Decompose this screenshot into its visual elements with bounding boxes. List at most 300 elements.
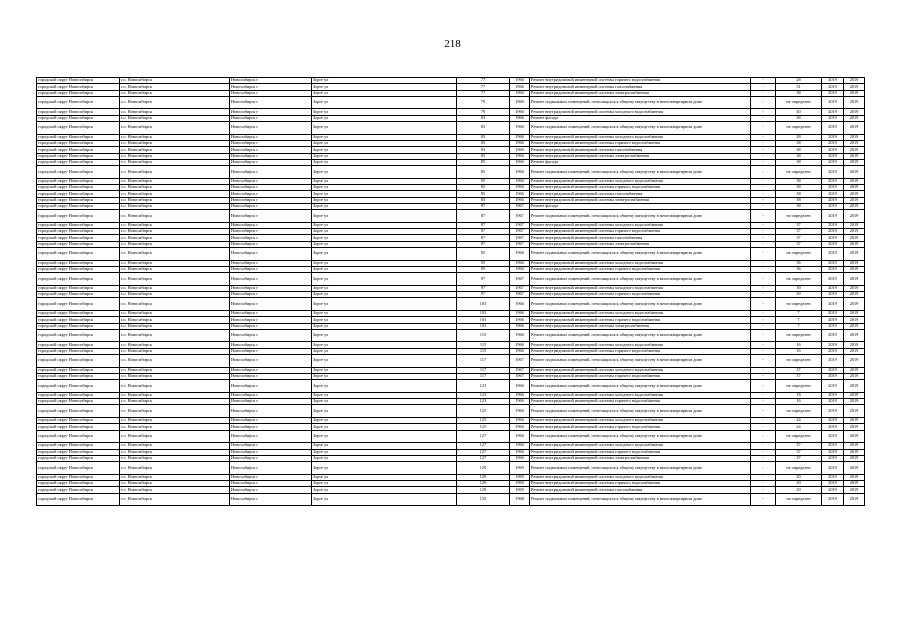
value-cell: не определен — [776, 405, 822, 418]
dash-cell: - — [751, 310, 776, 316]
street-cell: Зорге ул — [312, 292, 457, 298]
house-number-cell: 127 — [457, 449, 510, 455]
plan-year-end-cell: 2019 — [844, 399, 865, 405]
value-cell: 39 — [776, 292, 822, 298]
plan-year-end-cell: 2019 — [844, 367, 865, 373]
value-cell: 38 — [776, 185, 822, 191]
build-year-cell: 1966 — [510, 392, 530, 398]
settlement-cell: г.о. Новосибирск — [120, 191, 230, 197]
locality-cell: Новосибирск г — [230, 166, 312, 179]
locality-cell: Новосибирск г — [230, 373, 312, 379]
plan-year-end-cell: 2019 — [844, 430, 865, 443]
dash-cell: - — [751, 134, 776, 140]
work-type-cell: Ремонт внутридомовой инженерной системы холодного водоснабжения — [530, 367, 751, 373]
dash-cell: - — [751, 241, 776, 247]
work-type-cell: Ремонт внутридомовой инженерной системы холодного водоснабжения — [530, 260, 751, 266]
build-year-cell: 1966 — [510, 90, 530, 96]
dash-cell: - — [751, 462, 776, 475]
plan-year-end-cell: 2019 — [844, 134, 865, 140]
dash-cell: - — [751, 191, 776, 197]
dash-cell: - — [751, 443, 776, 449]
plan-year-end-cell: 2019 — [844, 197, 865, 203]
dash-cell: - — [751, 487, 776, 493]
work-type-cell: Ремонт подвальных помещений, относящихся к общему имуществу в многоквартирном доме — [530, 405, 751, 418]
street-cell: Зорге ул — [312, 373, 457, 379]
house-number-cell: 129 — [457, 481, 510, 487]
house-number-cell: 129 — [457, 474, 510, 480]
value-cell: 16 — [776, 392, 822, 398]
dash-cell: - — [751, 481, 776, 487]
settlement-cell: г.о. Новосибирск — [120, 310, 230, 316]
value-cell: не определен — [776, 210, 822, 223]
work-type-cell: Ремонт внутридомовой инженерной системы холодного водоснабжения — [530, 109, 751, 115]
street-cell: Зорге ул — [312, 392, 457, 398]
street-cell: Зорге ул — [312, 229, 457, 235]
street-cell: Зорге ул — [312, 178, 457, 184]
value-cell: 37 — [776, 449, 822, 455]
municipality-cell: городской округ Новосибирск — [37, 248, 120, 261]
plan-year-end-cell: 2019 — [844, 203, 865, 209]
build-year-cell: 1967 — [510, 210, 530, 223]
municipality-cell: городской округ Новосибирск — [37, 178, 120, 184]
work-type-cell: Ремонт подвальных помещений, относящихся к общему имуществу в многоквартирном доме — [530, 210, 751, 223]
house-number-cell: 83 — [457, 122, 510, 135]
value-cell: 16 — [776, 342, 822, 348]
plan-year-end-cell: 2019 — [844, 348, 865, 354]
work-type-cell: Ремонт подвальных помещений, относящихся к общему имуществу в многоквартирном доме — [530, 329, 751, 342]
build-year-cell: 1966 — [510, 159, 530, 165]
build-year-cell: 1966 — [510, 147, 530, 153]
plan-year-start-cell: 2019 — [822, 323, 844, 329]
work-type-cell: Ремонт фасада — [530, 115, 751, 121]
dash-cell: - — [751, 140, 776, 146]
plan-year-end-cell: 2019 — [844, 90, 865, 96]
house-number-cell: 83 — [457, 140, 510, 146]
settlement-cell: г.о. Новосибирск — [120, 455, 230, 461]
work-type-cell: Ремонт внутридомовой инженерной системы холодного водоснабжения — [530, 474, 751, 480]
plan-year-end-cell: 2019 — [844, 84, 865, 90]
build-year-cell: 1966 — [510, 122, 530, 135]
settlement-cell: г.о. Новосибирск — [120, 260, 230, 266]
work-type-cell: Ремонт внутридомовой инженерной системы горячего водоснабжения — [530, 348, 751, 354]
build-year-cell: 1966 — [510, 78, 530, 84]
work-type-cell: Ремонт внутридомовой инженерной системы горячего водоснабжения — [530, 481, 751, 487]
plan-year-start-cell: 2019 — [822, 487, 844, 493]
plan-year-start-cell: 2019 — [822, 90, 844, 96]
street-cell: Зорге ул — [312, 197, 457, 203]
plan-year-start-cell: 2019 — [822, 147, 844, 153]
street-cell: Зорге ул — [312, 355, 457, 368]
municipality-cell: городской округ Новосибирск — [37, 443, 120, 449]
plan-year-end-cell: 2019 — [844, 222, 865, 228]
street-cell: Зорге ул — [312, 260, 457, 266]
plan-year-end-cell: 2019 — [844, 266, 865, 272]
house-number-cell: 125 — [457, 424, 510, 430]
plan-year-start-cell: 2019 — [822, 248, 844, 261]
municipality-cell: городской округ Новосибирск — [37, 373, 120, 379]
plan-year-end-cell: 2019 — [844, 443, 865, 449]
street-cell: Зорге ул — [312, 487, 457, 493]
house-number-cell: 115 — [457, 329, 510, 342]
value-cell: не определен — [776, 430, 822, 443]
table-row — [37, 355, 865, 368]
build-year-cell: 1966 — [510, 134, 530, 140]
build-year-cell: 1967 — [510, 235, 530, 241]
value-cell: 37 — [776, 241, 822, 247]
locality-cell: Новосибирск г — [230, 481, 312, 487]
plan-year-start-cell: 2019 — [822, 229, 844, 235]
house-number-cell: 83 — [457, 115, 510, 121]
table-row — [37, 430, 865, 443]
street-cell: Зорге ул — [312, 380, 457, 393]
settlement-cell: г.о. Новосибирск — [120, 241, 230, 247]
settlement-cell: г.о. Новосибирск — [120, 443, 230, 449]
plan-year-end-cell: 2019 — [844, 329, 865, 342]
municipality-cell: городской округ Новосибирск — [37, 229, 120, 235]
build-year-cell: 1966 — [510, 455, 530, 461]
locality-cell: Новосибирск г — [230, 298, 312, 311]
plan-year-end-cell: 2019 — [844, 159, 865, 165]
municipality-cell: городской округ Новосибирск — [37, 380, 120, 393]
street-cell: Зорге ул — [312, 185, 457, 191]
locality-cell: Новосибирск г — [230, 487, 312, 493]
settlement-cell: г.о. Новосибирск — [120, 418, 230, 424]
plan-year-start-cell: 2019 — [822, 134, 844, 140]
locality-cell: Новосибирск г — [230, 317, 312, 323]
dash-cell: - — [751, 380, 776, 393]
build-year-cell: 1966 — [510, 380, 530, 393]
plan-year-start-cell: 2019 — [822, 329, 844, 342]
house-number-cell: 103 — [457, 310, 510, 316]
locality-cell: Новосибирск г — [230, 399, 312, 405]
house-number-cell: 79 — [457, 96, 510, 109]
settlement-cell: г.о. Новосибирск — [120, 373, 230, 379]
value-cell: не определен — [776, 96, 822, 109]
street-cell: Зорге ул — [312, 96, 457, 109]
dash-cell: - — [751, 292, 776, 298]
dash-cell: - — [751, 84, 776, 90]
work-type-cell: Ремонт подвальных помещений, относящихся к общему имуществу в многоквартирном доме — [530, 166, 751, 179]
house-number-cell: 123 — [457, 380, 510, 393]
street-cell: Зорге ул — [312, 84, 457, 90]
municipality-cell: городской округ Новосибирск — [37, 260, 120, 266]
plan-year-end-cell: 2019 — [844, 310, 865, 316]
house-number-cell: 85 — [457, 191, 510, 197]
municipality-cell: городской округ Новосибирск — [37, 418, 120, 424]
build-year-cell: 1969 — [510, 474, 530, 480]
settlement-cell: г.о. Новосибирск — [120, 430, 230, 443]
work-type-cell: Ремонт подвальных помещений, относящихся к общему имуществу в многоквартирном доме — [530, 493, 751, 506]
build-year-cell: 1967 — [510, 373, 530, 379]
work-type-cell: Ремонт внутридомовой инженерной системы горячего водоснабжения — [530, 317, 751, 323]
value-cell: 7 — [776, 317, 822, 323]
locality-cell: Новосибирск г — [230, 235, 312, 241]
municipality-cell: городской округ Новосибирск — [37, 222, 120, 228]
plan-year-start-cell: 2019 — [822, 122, 844, 135]
value-cell: 37 — [776, 235, 822, 241]
house-number-cell: 127 — [457, 430, 510, 443]
work-type-cell: Ремонт фасада — [530, 159, 751, 165]
settlement-cell: г.о. Новосибирск — [120, 229, 230, 235]
house-number-cell: 103 — [457, 317, 510, 323]
locality-cell: Новосибирск г — [230, 462, 312, 475]
value-cell: 20 — [776, 487, 822, 493]
value-cell: не определен — [776, 273, 822, 286]
settlement-cell: г.о. Новосибирск — [120, 367, 230, 373]
work-type-cell: Ремонт подвальных помещений, относящихся к общему имуществу в многоквартирном доме — [530, 248, 751, 261]
dash-cell: - — [751, 203, 776, 209]
locality-cell: Новосибирск г — [230, 222, 312, 228]
locality-cell: Новосибирск г — [230, 84, 312, 90]
build-year-cell: 1966 — [510, 317, 530, 323]
street-cell: Зорге ул — [312, 191, 457, 197]
value-cell: 37 — [776, 367, 822, 373]
house-number-cell: 95 — [457, 260, 510, 266]
dash-cell: - — [751, 474, 776, 480]
settlement-cell: г.о. Новосибирск — [120, 348, 230, 354]
street-cell: Зорге ул — [312, 115, 457, 121]
house-number-cell: 85 — [457, 159, 510, 165]
value-cell: не определен — [776, 122, 822, 135]
locality-cell: Новосибирск г — [230, 248, 312, 261]
value-cell: 38 — [776, 140, 822, 146]
street-cell: Зорге ул — [312, 159, 457, 165]
plan-year-end-cell: 2019 — [844, 373, 865, 379]
house-number-cell: 123 — [457, 392, 510, 398]
house-number-cell: 77 — [457, 78, 510, 84]
locality-cell: Новосибирск г — [230, 260, 312, 266]
settlement-cell: г.о. Новосибирск — [120, 235, 230, 241]
plan-year-end-cell: 2019 — [844, 418, 865, 424]
plan-year-start-cell: 2019 — [822, 462, 844, 475]
capital-repair-table — [36, 77, 865, 506]
street-cell: Зорге ул — [312, 273, 457, 286]
dash-cell: - — [751, 147, 776, 153]
street-cell: Зорге ул — [312, 210, 457, 223]
settlement-cell: г.о. Новосибирск — [120, 109, 230, 115]
plan-year-start-cell: 2019 — [822, 292, 844, 298]
build-year-cell: 1966 — [510, 449, 530, 455]
dash-cell: - — [751, 399, 776, 405]
dash-cell: - — [751, 323, 776, 329]
work-type-cell: Ремонт внутридомовой инженерной системы холодного водоснабжения — [530, 342, 751, 348]
plan-year-end-cell: 2019 — [844, 474, 865, 480]
plan-year-start-cell: 2019 — [822, 266, 844, 272]
municipality-cell: городской округ Новосибирск — [37, 153, 120, 159]
house-number-cell: 117 — [457, 367, 510, 373]
municipality-cell: городской округ Новосибирск — [37, 78, 120, 84]
build-year-cell: 1966 — [510, 140, 530, 146]
build-year-cell: 1966 — [510, 310, 530, 316]
build-year-cell: 1966 — [510, 166, 530, 179]
locality-cell: Новосибирск г — [230, 241, 312, 247]
work-type-cell: Ремонт подвальных помещений, относящихся к общему имуществу в многоквартирном доме — [530, 430, 751, 443]
house-number-cell: 95 — [457, 248, 510, 261]
house-number-cell: 115 — [457, 342, 510, 348]
street-cell: Зорге ул — [312, 462, 457, 475]
plan-year-end-cell: 2019 — [844, 178, 865, 184]
plan-year-end-cell: 2019 — [844, 342, 865, 348]
municipality-cell: городской округ Новосибирск — [37, 474, 120, 480]
house-number-cell: 77 — [457, 90, 510, 96]
plan-year-start-cell: 2019 — [822, 367, 844, 373]
locality-cell: Новосибирск г — [230, 266, 312, 272]
house-number-cell: 87 — [457, 222, 510, 228]
plan-year-start-cell: 2019 — [822, 235, 844, 241]
work-type-cell: Ремонт внутридомовой инженерной системы электроснабжения — [530, 241, 751, 247]
value-cell: не определен — [776, 248, 822, 261]
work-type-cell: Ремонт внутридомовой инженерной системы горячего водоснабжения — [530, 185, 751, 191]
value-cell: 36 — [776, 260, 822, 266]
locality-cell: Новосибирск г — [230, 424, 312, 430]
settlement-cell: г.о. Новосибирск — [120, 273, 230, 286]
settlement-cell: г.о. Новосибирск — [120, 266, 230, 272]
plan-year-end-cell: 2019 — [844, 455, 865, 461]
locality-cell: Новосибирск г — [230, 134, 312, 140]
plan-year-start-cell: 2019 — [822, 166, 844, 179]
plan-year-start-cell: 2019 — [822, 348, 844, 354]
dash-cell: - — [751, 373, 776, 379]
municipality-cell: городской округ Новосибирск — [37, 266, 120, 272]
house-number-cell: 95 — [457, 266, 510, 272]
settlement-cell: г.о. Новосибирск — [120, 329, 230, 342]
value-cell: 37 — [776, 229, 822, 235]
plan-year-end-cell: 2019 — [844, 323, 865, 329]
settlement-cell: г.о. Новосибирск — [120, 166, 230, 179]
value-cell: 16 — [776, 399, 822, 405]
plan-year-start-cell: 2019 — [822, 185, 844, 191]
locality-cell: Новосибирск г — [230, 392, 312, 398]
street-cell: Зорге ул — [312, 109, 457, 115]
plan-year-start-cell: 2019 — [822, 380, 844, 393]
municipality-cell: городской округ Новосибирск — [37, 203, 120, 209]
municipality-cell: городской округ Новосибирск — [37, 122, 120, 135]
settlement-cell: г.о. Новосибирск — [120, 462, 230, 475]
locality-cell: Новосибирск г — [230, 78, 312, 84]
municipality-cell: городской округ Новосибирск — [37, 115, 120, 121]
table-row — [37, 298, 865, 311]
build-year-cell: 1966 — [510, 329, 530, 342]
settlement-cell: г.о. Новосибирск — [120, 449, 230, 455]
municipality-cell: городской округ Новосибирск — [37, 292, 120, 298]
plan-year-end-cell: 2019 — [844, 449, 865, 455]
settlement-cell: г.о. Новосибирск — [120, 84, 230, 90]
house-number-cell: 83 — [457, 134, 510, 140]
settlement-cell: г.о. Новосибирск — [120, 399, 230, 405]
plan-year-start-cell: 2019 — [822, 298, 844, 311]
value-cell: 36 — [776, 266, 822, 272]
settlement-cell: г.о. Новосибирск — [120, 134, 230, 140]
dash-cell: - — [751, 455, 776, 461]
settlement-cell: г.о. Новосибирск — [120, 90, 230, 96]
value-cell: не определен — [776, 493, 822, 506]
plan-year-end-cell: 2019 — [844, 424, 865, 430]
municipality-cell: городской округ Новосибирск — [37, 430, 120, 443]
work-type-cell: Ремонт внутридомовой инженерной системы горячего водоснабжения — [530, 399, 751, 405]
settlement-cell: г.о. Новосибирск — [120, 96, 230, 109]
dash-cell: - — [751, 367, 776, 373]
build-year-cell: 1969 — [510, 481, 530, 487]
dash-cell: - — [751, 90, 776, 96]
plan-year-end-cell: 2019 — [844, 285, 865, 291]
locality-cell: Новосибирск г — [230, 405, 312, 418]
street-cell: Зорге ул — [312, 323, 457, 329]
settlement-cell: г.о. Новосибирск — [120, 122, 230, 135]
settlement-cell: г.о. Новосибирск — [120, 203, 230, 209]
street-cell: Зорге ул — [312, 235, 457, 241]
locality-cell: Новосибирск г — [230, 96, 312, 109]
dash-cell: - — [751, 178, 776, 184]
locality-cell: Новосибирск г — [230, 430, 312, 443]
dash-cell: - — [751, 222, 776, 228]
value-cell: 24 — [776, 424, 822, 430]
municipality-cell: городской округ Новосибирск — [37, 355, 120, 368]
plan-year-start-cell: 2019 — [822, 355, 844, 368]
street-cell: Зорге ул — [312, 266, 457, 272]
municipality-cell: городской округ Новосибирск — [37, 342, 120, 348]
plan-year-start-cell: 2019 — [822, 474, 844, 480]
settlement-cell: г.о. Новосибирск — [120, 140, 230, 146]
build-year-cell: 1966 — [510, 418, 530, 424]
municipality-cell: городской округ Новосибирск — [37, 481, 120, 487]
locality-cell: Новосибирск г — [230, 90, 312, 96]
municipality-cell: городской округ Новосибирск — [37, 392, 120, 398]
municipality-cell: городской округ Новосибирск — [37, 159, 120, 165]
municipality-cell: городской округ Новосибирск — [37, 96, 120, 109]
house-number-cell: 117 — [457, 373, 510, 379]
plan-year-start-cell: 2019 — [822, 241, 844, 247]
locality-cell: Новосибирск г — [230, 191, 312, 197]
plan-year-end-cell: 2019 — [844, 115, 865, 121]
municipality-cell: городской округ Новосибирск — [37, 462, 120, 475]
plan-year-start-cell: 2019 — [822, 405, 844, 418]
locality-cell: Новосибирск г — [230, 197, 312, 203]
plan-year-end-cell: 2019 — [844, 493, 865, 506]
house-number-cell: 85 — [457, 185, 510, 191]
value-cell: 37 — [776, 455, 822, 461]
plan-year-start-cell: 2019 — [822, 310, 844, 316]
plan-year-end-cell: 2019 — [844, 166, 865, 179]
house-number-cell: 85 — [457, 197, 510, 203]
build-year-cell: 1966 — [510, 178, 530, 184]
municipality-cell: городской округ Новосибирск — [37, 399, 120, 405]
locality-cell: Новосибирск г — [230, 348, 312, 354]
build-year-cell: 1966 — [510, 348, 530, 354]
value-cell: не определен — [776, 355, 822, 368]
street-cell: Зорге ул — [312, 78, 457, 84]
house-number-cell: 87 — [457, 210, 510, 223]
value-cell: 7 — [776, 310, 822, 316]
locality-cell: Новосибирск г — [230, 355, 312, 368]
table-row — [37, 273, 865, 286]
work-type-cell: Ремонт внутридомовой инженерной системы электроснабжения — [530, 153, 751, 159]
build-year-cell: 1966 — [510, 443, 530, 449]
work-type-cell: Ремонт внутридомовой инженерной системы газоснабжения — [530, 84, 751, 90]
plan-year-end-cell: 2019 — [844, 241, 865, 247]
settlement-cell: г.о. Новосибирск — [120, 292, 230, 298]
house-number-cell: 129 — [457, 462, 510, 475]
work-type-cell: Ремонт внутридомовой инженерной системы электроснабжения — [530, 323, 751, 329]
plan-year-end-cell: 2019 — [844, 153, 865, 159]
street-cell: Зорге ул — [312, 153, 457, 159]
table-body — [37, 78, 865, 506]
settlement-cell: г.о. Новосибирск — [120, 342, 230, 348]
municipality-cell: городской округ Новосибирск — [37, 298, 120, 311]
locality-cell: Новосибирск г — [230, 210, 312, 223]
municipality-cell: городской округ Новосибирск — [37, 197, 120, 203]
municipality-cell: городской округ Новосибирск — [37, 487, 120, 493]
dash-cell: - — [751, 197, 776, 203]
